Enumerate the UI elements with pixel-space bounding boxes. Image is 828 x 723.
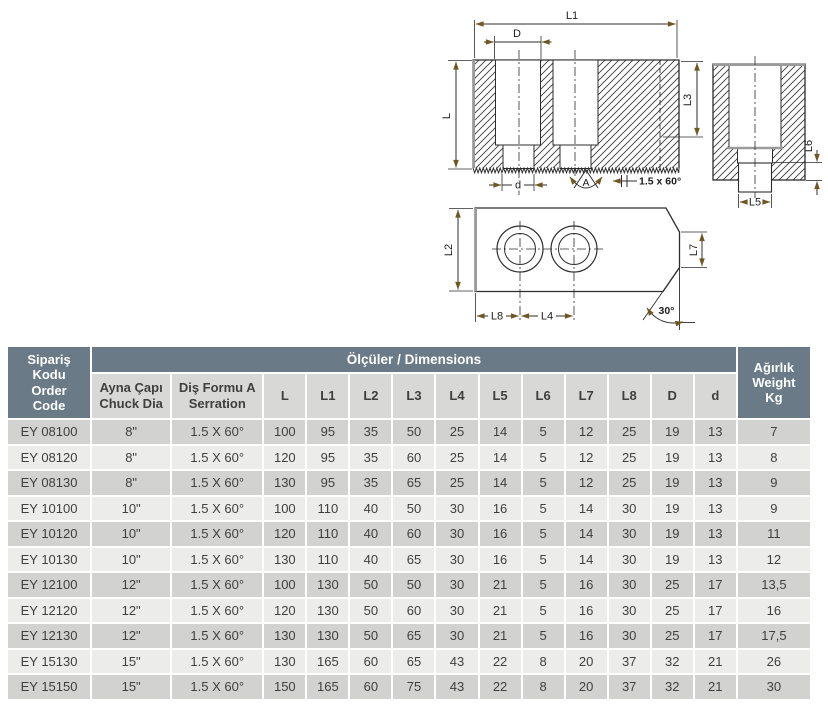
cell-order-code: EY 15150 [8, 675, 90, 699]
cell-L3: 60 [393, 446, 434, 470]
cell-D: 19 [652, 446, 693, 470]
dim-label-l3: L3 [682, 93, 694, 107]
cell-L: 100 [264, 420, 305, 444]
dim-label-d-bottom: d [514, 179, 522, 192]
header-col-L6: L6 [523, 374, 564, 418]
cell-weight: 13,5 [738, 573, 810, 597]
cell-chuck-dia: 10" [92, 522, 170, 546]
cell-L8: 25 [609, 420, 650, 444]
cell-weight: 26 [738, 650, 810, 674]
cell-D: 19 [652, 420, 693, 444]
cell-L3: 50 [393, 573, 434, 597]
plan-view [443, 208, 707, 330]
cell-L: 120 [264, 522, 305, 546]
table-row [8, 573, 810, 597]
dim-l1 [475, 10, 678, 58]
cell-L7: 16 [566, 599, 607, 623]
dim-label-l4: L4 [540, 310, 554, 323]
cell-d: 13 [695, 471, 736, 495]
header-chuck-dia [92, 374, 170, 418]
cell-serration: 1.5 X 60° [172, 624, 262, 648]
cell-L4: 43 [436, 650, 477, 674]
cell-L7: 20 [566, 675, 607, 699]
cell-L8: 30 [609, 548, 650, 572]
cell-L4: 30 [436, 624, 477, 648]
cell-L8: 37 [609, 650, 650, 674]
header-col-L3: L3 [393, 374, 434, 418]
cell-L4: 30 [436, 573, 477, 597]
header-weight-line: Weight [752, 374, 796, 390]
cell-L4: 30 [436, 522, 477, 546]
cell-L4: 25 [436, 471, 477, 495]
header-chuck-dia-line: Ayna Çapı [99, 380, 163, 396]
serration-note-label: 1.5 x 60° [639, 175, 682, 188]
dim-l [441, 61, 472, 170]
cell-serration: 1.5 X 60° [172, 548, 262, 572]
header-weight-line: Kg [765, 390, 783, 406]
table-row [8, 420, 810, 444]
side-view [713, 56, 822, 209]
cell-order-code: EY 10130 [8, 548, 90, 572]
cell-L3: 65 [393, 624, 434, 648]
cell-order-code: EY 15130 [8, 650, 90, 674]
dim-l8-l4 [476, 293, 573, 323]
dim-label-l5: L5 [748, 196, 762, 209]
cell-d: 13 [695, 497, 736, 521]
cell-L1: 165 [307, 675, 348, 699]
cell-L1: 110 [307, 497, 348, 521]
table-row [8, 650, 810, 674]
cell-L4: 30 [436, 497, 477, 521]
cell-L3: 50 [393, 420, 434, 444]
cell-L1: 130 [307, 624, 348, 648]
cell-d: 21 [695, 650, 736, 674]
cell-L2: 60 [350, 675, 391, 699]
cell-serration: 1.5 X 60° [172, 446, 262, 470]
dim-d-top [484, 28, 552, 59]
table-row [8, 446, 810, 470]
cell-L3: 75 [393, 675, 434, 699]
cell-chuck-dia: 10" [92, 497, 170, 521]
cell-L7: 16 [566, 573, 607, 597]
cell-L6: 5 [523, 420, 564, 444]
table-row [8, 497, 810, 521]
cell-L5: 16 [480, 497, 521, 521]
dim-l5 [739, 194, 772, 209]
table-row [8, 471, 810, 495]
cell-L4: 25 [436, 446, 477, 470]
cell-d: 13 [695, 522, 736, 546]
cell-L7: 12 [566, 471, 607, 495]
cell-L7: 20 [566, 650, 607, 674]
cell-weight: 12 [738, 548, 810, 572]
cell-L2: 60 [350, 650, 391, 674]
header-col-L5: L5 [480, 374, 521, 418]
cell-L1: 130 [307, 573, 348, 597]
cell-D: 25 [652, 624, 693, 648]
table-body [8, 420, 810, 699]
dim-label-d-top: D [513, 28, 521, 40]
cell-serration: 1.5 X 60° [172, 599, 262, 623]
cell-L5: 21 [480, 573, 521, 597]
table-row [8, 522, 810, 546]
cell-order-code: EY 10120 [8, 522, 90, 546]
cell-L: 150 [264, 675, 305, 699]
cell-weight: 8 [738, 446, 810, 470]
technical-drawing [0, 0, 828, 345]
cell-chuck-dia: 8" [92, 471, 170, 495]
cell-order-code: EY 08100 [8, 420, 90, 444]
cell-L6: 8 [523, 675, 564, 699]
cell-L3: 65 [393, 471, 434, 495]
cell-L2: 40 [350, 497, 391, 521]
cell-L8: 30 [609, 573, 650, 597]
dimensions-table [6, 345, 812, 701]
cell-L2: 35 [350, 420, 391, 444]
subheader-row [8, 374, 810, 418]
cell-D: 19 [652, 497, 693, 521]
cell-d: 13 [695, 548, 736, 572]
header-col-L4: L4 [436, 374, 477, 418]
table-row [8, 624, 810, 648]
cell-serration: 1.5 X 60° [172, 522, 262, 546]
cell-chuck-dia: 12" [92, 599, 170, 623]
header-serration-line: Diş Formu A [178, 380, 256, 396]
cell-chuck-dia: 8" [92, 420, 170, 444]
cell-L5: 21 [480, 624, 521, 648]
cell-L4: 25 [436, 420, 477, 444]
cell-order-code: EY 12130 [8, 624, 90, 648]
cell-L5: 22 [480, 650, 521, 674]
header-col-L: L [264, 374, 305, 418]
cell-serration: 1.5 X 60° [172, 675, 262, 699]
cell-d: 17 [695, 599, 736, 623]
cell-serration: 1.5 X 60° [172, 573, 262, 597]
cell-L5: 21 [480, 599, 521, 623]
cell-L: 120 [264, 446, 305, 470]
header-weight [738, 347, 810, 418]
cell-D: 19 [652, 522, 693, 546]
header-col-L2: L2 [350, 374, 391, 418]
angle-30-label: 30° [658, 305, 675, 317]
cell-L: 100 [264, 497, 305, 521]
serration-note [613, 175, 681, 188]
dim-d-bottom [489, 174, 547, 192]
cell-weight: 17,5 [738, 624, 810, 648]
header-order-code [8, 347, 90, 418]
cell-L6: 5 [523, 471, 564, 495]
cell-order-code: EY 12100 [8, 573, 90, 597]
cell-order-code: EY 08130 [8, 471, 90, 495]
cell-L3: 60 [393, 599, 434, 623]
cell-L5: 14 [480, 471, 521, 495]
dim-label-l6: L6 [803, 139, 815, 153]
cell-L6: 5 [523, 497, 564, 521]
cell-d: 13 [695, 446, 736, 470]
front-view [441, 10, 703, 196]
cell-L5: 22 [480, 675, 521, 699]
cell-weight: 30 [738, 675, 810, 699]
cell-L5: 16 [480, 522, 521, 546]
cell-L7: 14 [566, 522, 607, 546]
cell-L1: 95 [307, 446, 348, 470]
cell-L1: 110 [307, 548, 348, 572]
cell-weight: 16 [738, 599, 810, 623]
dim-label-l2: L2 [443, 243, 455, 257]
header-weight-line: Ağırlık [753, 359, 795, 375]
header-col-L8: L8 [609, 374, 650, 418]
header-dimensions-title: Ölçüler / Dimensions [92, 347, 736, 372]
cell-L8: 37 [609, 675, 650, 699]
table-row [8, 548, 810, 572]
header-order-code-line: Order [31, 382, 67, 398]
dim-label-l1: L1 [565, 10, 579, 22]
cell-L2: 50 [350, 573, 391, 597]
cell-D: 25 [652, 599, 693, 623]
cell-chuck-dia: 12" [92, 624, 170, 648]
cell-D: 25 [652, 573, 693, 597]
cell-L8: 30 [609, 497, 650, 521]
cell-L3: 65 [393, 650, 434, 674]
cell-d: 17 [695, 624, 736, 648]
cell-L4: 43 [436, 675, 477, 699]
cell-chuck-dia: 12" [92, 573, 170, 597]
dim-label-l8: L8 [490, 310, 504, 323]
cell-D: 32 [652, 675, 693, 699]
cell-weight: 9 [738, 471, 810, 495]
cell-L: 130 [264, 624, 305, 648]
cell-L6: 8 [523, 650, 564, 674]
cell-weight: 11 [738, 522, 810, 546]
header-order-code-line: Code [32, 397, 66, 413]
cell-L5: 14 [480, 446, 521, 470]
cell-serration: 1.5 X 60° [172, 650, 262, 674]
header-col-D: D [652, 374, 693, 418]
cell-L6: 5 [523, 599, 564, 623]
cell-L8: 25 [609, 446, 650, 470]
cell-d: 17 [695, 573, 736, 597]
cell-L: 130 [264, 650, 305, 674]
header-col-L1: L1 [307, 374, 348, 418]
cell-chuck-dia: 8" [92, 446, 170, 470]
cell-L: 130 [264, 471, 305, 495]
cell-L7: 12 [566, 446, 607, 470]
cell-weight: 9 [738, 497, 810, 521]
cell-L6: 5 [523, 522, 564, 546]
cell-L1: 110 [307, 522, 348, 546]
cell-L5: 14 [480, 420, 521, 444]
cell-L7: 14 [566, 497, 607, 521]
cell-L2: 35 [350, 471, 391, 495]
cell-L6: 5 [523, 624, 564, 648]
cell-L3: 65 [393, 548, 434, 572]
cell-L3: 60 [393, 522, 434, 546]
cell-L8: 30 [609, 599, 650, 623]
cell-L2: 35 [350, 446, 391, 470]
cell-weight: 7 [738, 420, 810, 444]
cell-L7: 16 [566, 624, 607, 648]
cell-chuck-dia: 10" [92, 548, 170, 572]
cell-D: 32 [652, 650, 693, 674]
header-col-L7: L7 [566, 374, 607, 418]
cell-L8: 30 [609, 624, 650, 648]
cell-L8: 30 [609, 522, 650, 546]
cell-serration: 1.5 X 60° [172, 420, 262, 444]
cell-L4: 30 [436, 548, 477, 572]
header-order-code-line: Kodu [32, 367, 66, 383]
cell-chuck-dia: 15" [92, 650, 170, 674]
cell-L: 130 [264, 548, 305, 572]
cell-L7: 14 [566, 548, 607, 572]
cell-L2: 50 [350, 624, 391, 648]
cell-D: 19 [652, 548, 693, 572]
cell-L8: 25 [609, 471, 650, 495]
cell-order-code: EY 08120 [8, 446, 90, 470]
cell-L: 100 [264, 573, 305, 597]
cell-L1: 165 [307, 650, 348, 674]
jaw-drawing-svg [0, 0, 828, 345]
cell-L2: 50 [350, 599, 391, 623]
header-col-d: d [695, 374, 736, 418]
cell-chuck-dia: 15" [92, 675, 170, 699]
cell-L5: 16 [480, 548, 521, 572]
header-serration [172, 374, 262, 418]
dim-label-l: L [441, 112, 453, 120]
cell-L1: 130 [307, 599, 348, 623]
cell-L6: 5 [523, 446, 564, 470]
dim-l2 [443, 209, 473, 292]
header-order-code-line: Sipariş [27, 351, 71, 367]
cell-L7: 12 [566, 420, 607, 444]
cell-L3: 50 [393, 497, 434, 521]
cell-L6: 5 [523, 573, 564, 597]
cell-order-code: EY 10100 [8, 497, 90, 521]
cell-L6: 5 [523, 548, 564, 572]
cell-L1: 95 [307, 420, 348, 444]
cell-L2: 40 [350, 548, 391, 572]
cell-order-code: EY 12120 [8, 599, 90, 623]
table-row [8, 599, 810, 623]
cell-L4: 30 [436, 599, 477, 623]
cell-serration: 1.5 X 60° [172, 471, 262, 495]
cell-serration: 1.5 X 60° [172, 497, 262, 521]
header-serration-line: Serration [188, 396, 246, 411]
table-row [8, 675, 810, 699]
cell-L1: 95 [307, 471, 348, 495]
dim-l7 [681, 232, 707, 268]
cell-L2: 40 [350, 522, 391, 546]
dim-label-l7: L7 [688, 243, 700, 257]
cell-d: 21 [695, 675, 736, 699]
cell-d: 13 [695, 420, 736, 444]
cell-L: 120 [264, 599, 305, 623]
cell-D: 19 [652, 471, 693, 495]
header-chuck-dia-line: Chuck Dia [99, 396, 163, 411]
dim-label-a: A [582, 177, 590, 189]
